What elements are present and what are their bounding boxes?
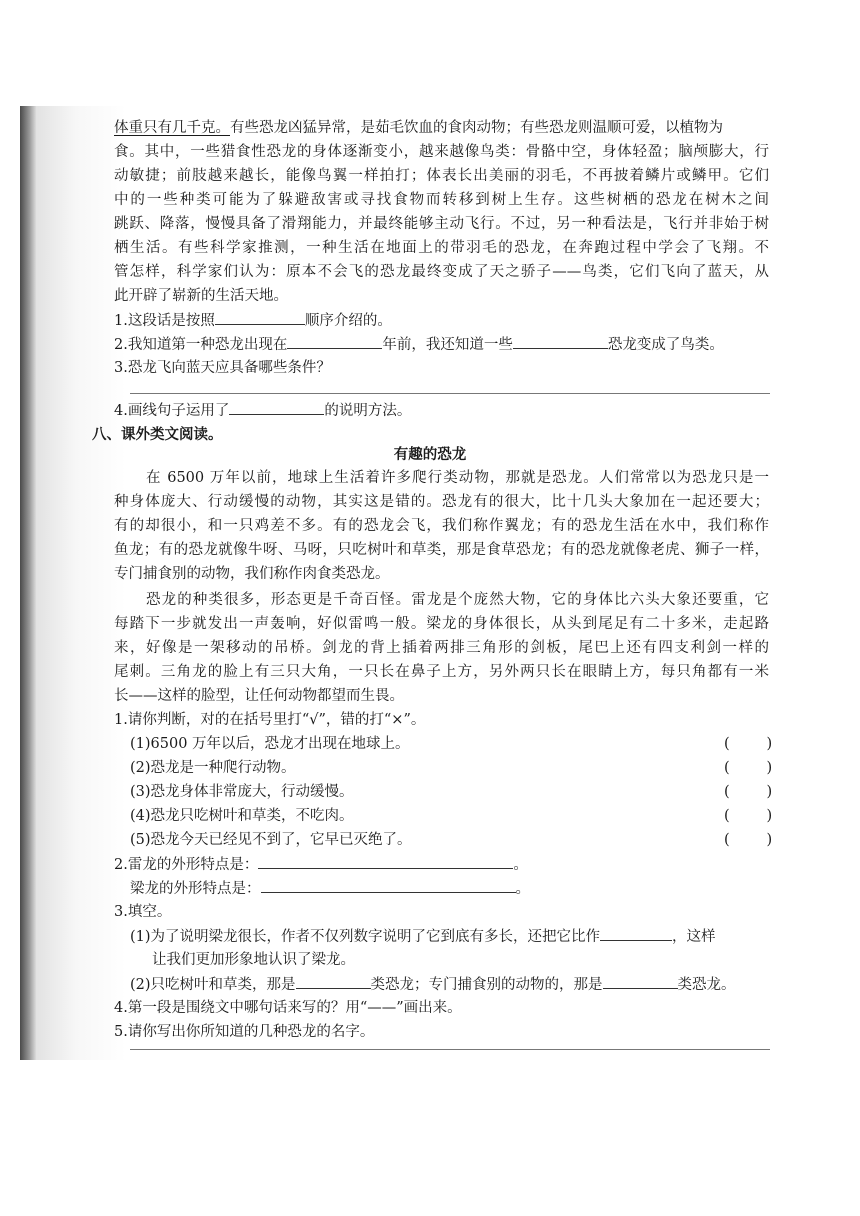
passage-line: 管怎样，科学家们认为：原本不会飞的恐龙最终变成了天之骄子——鸟类，它们飞向了蓝天，从 bbox=[114, 264, 769, 280]
answer-parentheses[interactable]: ( ) bbox=[724, 760, 773, 776]
question-2: 2.雷龙的外形特点是： 。 bbox=[114, 854, 528, 875]
passage-line: 此开辟了崭新的生活天地。 bbox=[114, 288, 288, 304]
passage-title: 有趣的恐龙 bbox=[393, 446, 467, 463]
answer-parentheses[interactable]: ( ) bbox=[724, 736, 773, 752]
passage-line: 栖生活。有些科学家推测，一种生活在地面上的带羽毛的恐龙，在奔跑过程中学会了飞翔。不 bbox=[114, 240, 769, 256]
scan-shadow-edge bbox=[20, 106, 36, 1060]
passage-line: 恐龙的种类很多，形态更是千奇百怪。雷龙是个庞然大物，它的身体比六头大象还要重，它 bbox=[146, 592, 769, 608]
passage-line: 在 6500 万年以前，地球上生活着许多爬行类动物，那就是恐龙。人们常常以为恐龙只是一 bbox=[146, 470, 769, 486]
fill-item-1: (1)为了说明梁龙很长，作者不仅列数字说明了它到底有多长，还把它比作 ，这样 bbox=[130, 926, 716, 947]
underlined-sentence: 体重只有几千克。 bbox=[114, 120, 230, 136]
answer-blank[interactable] bbox=[603, 974, 678, 989]
answer-parentheses[interactable]: ( ) bbox=[724, 832, 773, 848]
question-4: 4.第一段是围绕文中哪句话来写的？用“——”画出来。 bbox=[114, 1000, 462, 1016]
fill-item-1-cont: 让我们更加形象地认识了梁龙。 bbox=[152, 952, 355, 968]
passage-line: 跳跃、降落，慢慢具备了滑翔能力，并最终能够主动飞行。不过，另一种看法是，飞行并非始于树 bbox=[114, 216, 769, 232]
question-1: 1.请你判断，对的在括号里打“√”，错的打“×”。 bbox=[114, 712, 426, 728]
answer-parentheses[interactable]: ( ) bbox=[724, 784, 773, 800]
passage-line: 专门捕食别的动物，我们称作肉食类恐龙。 bbox=[114, 566, 390, 582]
passage-line: 每踏下一步就发出一声轰响，好似雷鸣一般。梁龙的身体很长，从头到尾足有二十多米，走起路 bbox=[114, 616, 769, 632]
judgement-item: (5)恐龙今天已经见不到了，它早已灭绝了。 bbox=[130, 832, 412, 848]
passage-line: 中的一些种类可能为了躲避敌害或寻找食物而转移到树上生存。这些树栖的恐龙在树木之间 bbox=[114, 192, 769, 208]
answer-line[interactable] bbox=[130, 393, 770, 394]
passage-line: 有的却很小，和一只鸡差不多。有的恐龙会飞，我们称作翼龙；有的恐龙生活在水中，我们称作 bbox=[114, 518, 769, 534]
question-3: 3.填空。 bbox=[114, 904, 172, 920]
judgement-item: (1)6500 万年以后，恐龙才出现在地球上。 bbox=[130, 736, 410, 752]
answer-parentheses[interactable]: ( ) bbox=[724, 808, 773, 824]
judgement-item: (2)恐龙是一种爬行动物。 bbox=[130, 760, 296, 776]
answer-blank[interactable] bbox=[261, 878, 516, 893]
passage-line: 尾刺。三角龙的脸上有三只大角，一只长在鼻子上方，另外两只长在眼睛上方，每只角都有一米 bbox=[114, 664, 769, 680]
passage-line: 食。其中，一些猎食性恐龙的身体逐渐变小，越来越像鸟类：骨骼中空，身体轻盈；脑颅膨大，行 bbox=[114, 144, 769, 160]
question-2b: 梁龙的外形特点是： 。 bbox=[130, 878, 530, 899]
judgement-item: (3)恐龙身体非常庞大，行动缓慢。 bbox=[130, 784, 354, 800]
question-4: 4.画线句子运用了 的说明方法。 bbox=[114, 400, 411, 421]
answer-blank[interactable] bbox=[229, 400, 324, 415]
answer-blank[interactable] bbox=[258, 854, 513, 869]
answer-blank[interactable] bbox=[215, 310, 305, 325]
fill-item-2: (2)只吃树叶和草类，那是 类恐龙；专门捕食别的动物的，那是 类恐龙。 bbox=[130, 974, 736, 995]
question-3: 3.恐龙飞向蓝天应具备哪些条件？ bbox=[114, 360, 331, 376]
judgement-item: (4)恐龙只吃树叶和草类，不吃肉。 bbox=[130, 808, 354, 824]
answer-blank[interactable] bbox=[296, 974, 371, 989]
question-1: 1.这段话是按照 顺序介绍的。 bbox=[114, 310, 392, 331]
question-2: 2.我知道第一种恐龙出现在 年前，我还知道一些 恐龙变成了鸟类。 bbox=[114, 334, 724, 355]
passage-line: 来，好像是一架移动的吊桥。剑龙的背上插着两排三角形的剑板，尾巴上还有四支利剑一样的 bbox=[114, 640, 769, 656]
passage-line: 动敏捷；前肢越来越长，能像鸟翼一样拍打；体表长出美丽的羽毛，不再披着鳞片或鳞甲。它们 bbox=[114, 168, 769, 184]
passage-line: 长——这样的脸型，让任何动物都望而生畏。 bbox=[114, 688, 404, 704]
answer-blank[interactable] bbox=[600, 926, 672, 941]
answer-blank[interactable] bbox=[287, 334, 382, 349]
passage-line: 体重只有几千克。有些恐龙凶猛异常，是茹毛饮血的食肉动物；有些恐龙则温顺可爱，以植物为 bbox=[114, 120, 723, 136]
passage-line: 种身体庞大、行动缓慢的动物，其实这是错的。恐龙有的很大，比十几头大象加在一起还要大； bbox=[114, 494, 769, 510]
question-5: 5.请你写出你所知道的几种恐龙的名字。 bbox=[114, 1024, 375, 1040]
passage-line: 鱼龙；有的恐龙就像牛呀、马呀，只吃树叶和草类，那是食草恐龙；有的恐龙就像老虎、狮子一样， bbox=[114, 542, 769, 558]
section-heading: 八、课外类文阅读。 bbox=[92, 426, 223, 443]
answer-line[interactable] bbox=[130, 1049, 770, 1050]
answer-blank[interactable] bbox=[513, 334, 608, 349]
